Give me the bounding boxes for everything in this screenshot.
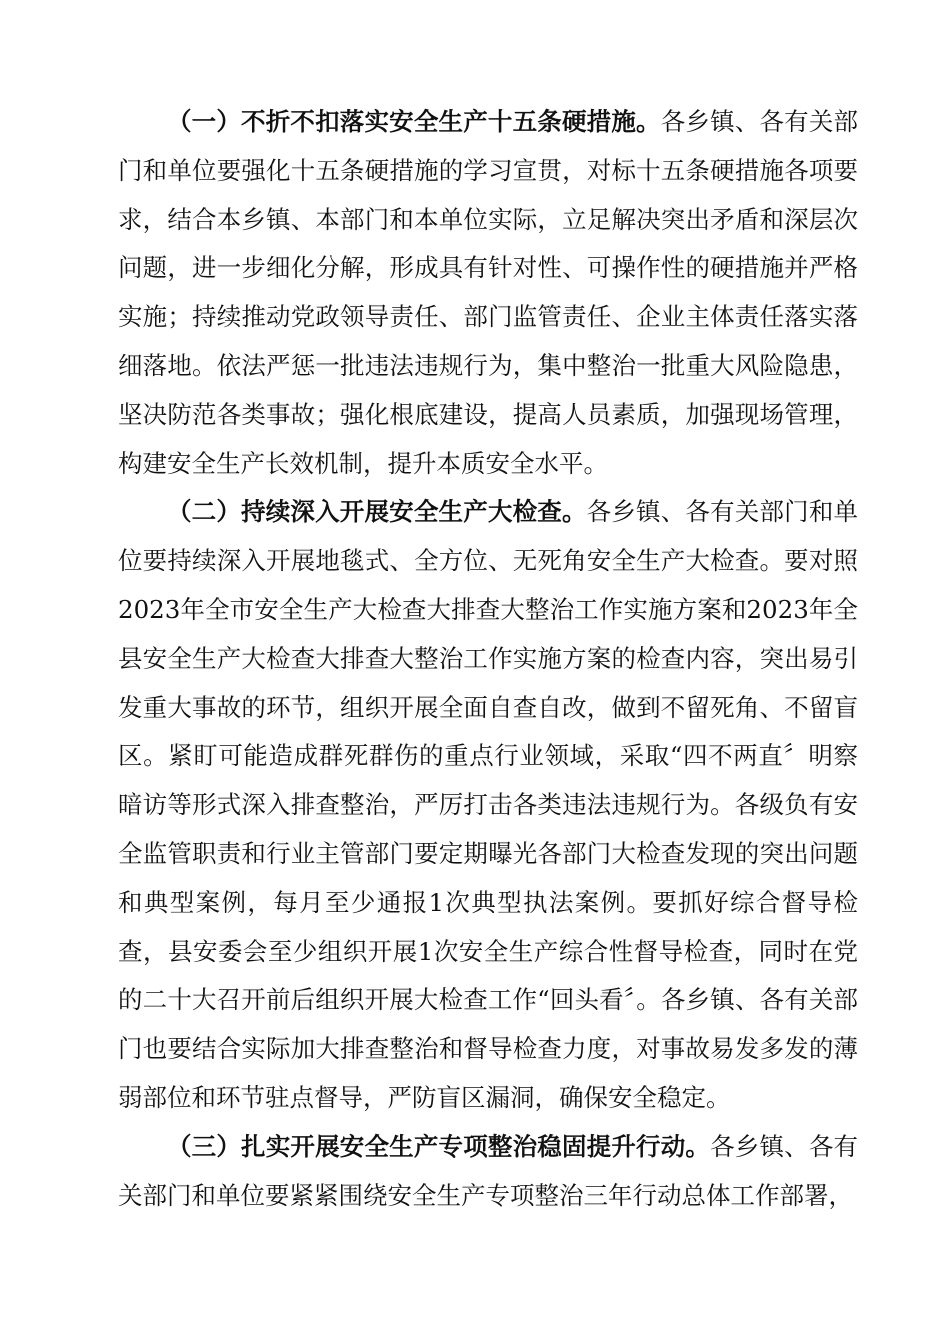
paragraph-1-heading: （一）不折不扣落实安全生产十五条硬措施。: [167, 107, 661, 136]
paragraph-2-body: 各乡镇、各有关部门和单位要持续深入开展地毯式、全方位、无死角安全生产大检查。要对照2023年全市安全生产大检查大排查大整治工作实施方案和2023年全县安全生产大检查大排查大整治工作实施方案的检查内容，突出易引发重大事故的环节，组织开展全面自查自改，做到不留死角、不留盲区。紧盯可能造成群死群伤的重点行业领域，采取“四不两直〞明察暗访等形式深入排查整治，严厉打击各类违法违规行为。各级负有安全监管职责和行业主管部门要定期曝光各部门大检查发现的突出问题和典型案例，每月至少通报1次典型执法案例。要抓好综合督导检查，县安委会至少组织开展1次安全生产综合性督导检查，同时在党的二十大召开前后组织开展大检查工作“回头看〞。各乡镇、各有关部门也要结合实际加大排查整治和督导检查力度，对事故易发多发的薄弱部位和环节驻点督导，严防盲区漏洞，确保安全稳定。: [118, 497, 859, 1112]
document-page: [118, 98, 858, 1220]
paragraph-3-body: 各乡镇、各有关部门和单位要紧紧围绕安全生产专项整治三年行动总体工作部署，: [118, 1131, 859, 1210]
paragraph-1-body: 各乡镇、各有关部门和单位要强化十五条硬措施的学习宣贯，对标十五条硬措施各项要求，结合本乡镇、本部门和本单位实际，立足解决突出矛盾和深层次问题，进一步细化分解，形成具有针对性、可操作性的硬措施并严格实施；持续推动党政领导责任、部门监管责任、企业主体责任落实落细落地。依法严惩一批违法违规行为，集中整治一批重大风险隐患，坚决防范各类事故；强化根底建设，提高人员素质，加强现场管理，构建安全生产长效机制，提升本质安全水平。: [118, 107, 858, 478]
paragraph-2: [118, 488, 858, 1122]
paragraph-1: [118, 98, 858, 488]
paragraph-3-heading: （三）扎实开展安全生产专项整治稳固提升行动。: [167, 1131, 711, 1161]
paragraph-3: [118, 1123, 858, 1221]
paragraph-2-heading: （二）持续深入开展安全生产大检查。: [167, 497, 587, 527]
